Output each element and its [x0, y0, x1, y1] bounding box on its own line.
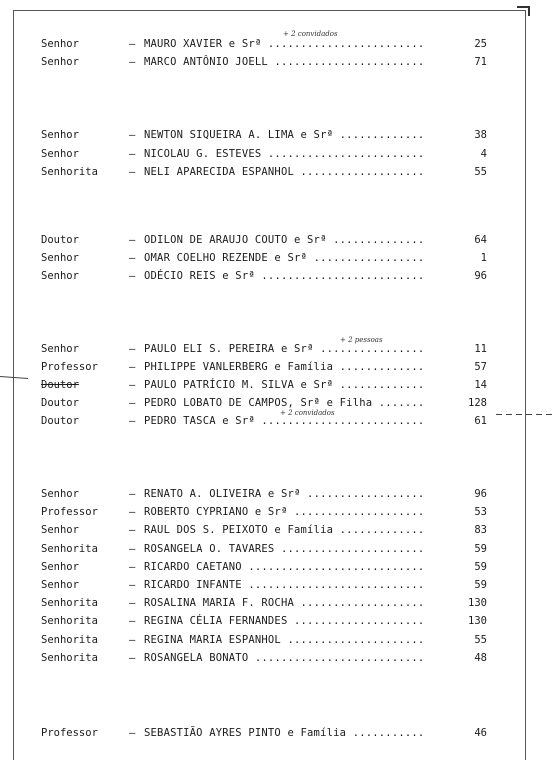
guest-name: MAURO XAVIER e Srª .....: [144, 36, 426, 52]
table-number: 59: [474, 579, 487, 591]
guest-name: RAUL DOS S. PEIXOTO e Família .....: [144, 522, 426, 538]
dash: –: [129, 38, 136, 50]
guest-row: [0, 613, 552, 629]
guest-row: [0, 268, 552, 284]
dash: –: [129, 148, 136, 160]
guest-row: [0, 54, 552, 70]
dash: –: [129, 488, 136, 500]
guest-row: [0, 522, 552, 538]
guest-row: [0, 725, 552, 741]
guest-row: [0, 164, 552, 180]
table-number: 130: [468, 615, 487, 627]
guest-title: Professor: [41, 727, 98, 739]
dash: –: [129, 234, 136, 246]
corner-mark: [517, 6, 530, 16]
table-number: 64: [474, 234, 487, 246]
table-number: 55: [474, 634, 487, 646]
guest-title: Senhor: [41, 343, 79, 355]
guest-title: Senhor: [41, 561, 79, 573]
guest-name: PAULO PATRÍCIO M. SILVA e Srª .....: [144, 377, 426, 393]
guest-row: [0, 250, 552, 266]
table-number: 48: [474, 652, 487, 664]
guest-name: RICARDO CAETANO .....: [144, 559, 426, 575]
guest-name: PAULO ELI S. PEREIRA e Srª .....: [144, 341, 426, 357]
guest-name: NELI APARECIDA ESPANHOL .....: [144, 164, 426, 180]
table-number: 11: [474, 343, 487, 355]
table-number: 55: [474, 166, 487, 178]
table-number: 25: [474, 38, 487, 50]
guest-title: Senhor: [41, 56, 79, 68]
guest-row: [0, 504, 552, 520]
guest-title: Senhor: [41, 524, 79, 536]
guest-title: Senhorita: [41, 597, 98, 609]
guest-name: NEWTON SIQUEIRA A. LIMA e Srª .....: [144, 127, 426, 143]
guest-title: Senhorita: [41, 652, 98, 664]
guest-name: SEBASTIÃO AYRES PINTO e Família .....: [144, 725, 426, 741]
handwritten-note: + 2 convidados: [280, 409, 335, 417]
guest-title: Professor: [41, 506, 98, 518]
guest-title: Senhor: [41, 129, 79, 141]
guest-title: Senhor: [41, 148, 79, 160]
guest-row: [0, 413, 552, 429]
guest-name: RICARDO INFANTE .....: [144, 577, 426, 593]
guest-title: Senhor: [41, 270, 79, 282]
dash: –: [129, 579, 136, 591]
guest-name: ROBERTO CYPRIANO e Srª .....: [144, 504, 426, 520]
table-number: 96: [474, 270, 487, 282]
guest-title: Senhorita: [41, 615, 98, 627]
guest-row: [0, 559, 552, 575]
dash: –: [129, 634, 136, 646]
guest-title: Senhor: [41, 488, 79, 500]
table-number: 59: [474, 543, 487, 555]
guest-title: Senhorita: [41, 166, 98, 178]
table-number: 57: [474, 361, 487, 373]
guest-row: [0, 486, 552, 502]
dash: –: [129, 524, 136, 536]
guest-title: Senhor: [41, 252, 79, 264]
guest-title-struck: Doutor: [41, 379, 79, 391]
guest-title: Doutor: [41, 415, 79, 427]
guest-row: [0, 577, 552, 593]
guest-name: PHILIPPE VANLERBERG e Família .....: [144, 359, 426, 375]
dash: –: [129, 270, 136, 282]
guest-title: Doutor: [41, 234, 79, 246]
table-number: 1: [480, 252, 487, 264]
guest-title: Doutor: [41, 397, 79, 409]
table-number: 46: [474, 727, 487, 739]
guest-title: Senhor: [41, 579, 79, 591]
guest-name: ROSANGELA O. TAVARES .....: [144, 541, 426, 557]
table-number: 59: [474, 561, 487, 573]
guest-row: [0, 595, 552, 611]
guest-name: MARCO ANTÔNIO JOELL .....: [144, 54, 426, 70]
guest-row: [0, 232, 552, 248]
dash: –: [129, 615, 136, 627]
guest-title: Senhor: [41, 38, 79, 50]
guest-name: REGINA CÉLIA FERNANDES .....: [144, 613, 426, 629]
dash: –: [129, 415, 136, 427]
guest-row: [0, 395, 552, 411]
guest-name: RENATO A. OLIVEIRA e Srª .....: [144, 486, 426, 502]
table-number: 83: [474, 524, 487, 536]
dash: –: [129, 129, 136, 141]
table-number: 14: [474, 379, 487, 391]
dash: –: [129, 727, 136, 739]
guest-name: ODÉCIO REIS e Srª .....: [144, 268, 426, 284]
guest-name: ROSANGELA BONATO .....: [144, 650, 426, 666]
guest-row: [0, 541, 552, 557]
guest-row: [0, 632, 552, 648]
dash: –: [129, 343, 136, 355]
dash: –: [129, 361, 136, 373]
dash: –: [129, 652, 136, 664]
guest-row: [0, 146, 552, 162]
table-number: 4: [480, 148, 487, 160]
guest-row: [0, 377, 552, 393]
dash: –: [129, 56, 136, 68]
dash: –: [129, 561, 136, 573]
guest-name: OMAR COELHO REZENDE e Srª .....: [144, 250, 426, 266]
guest-row: [0, 127, 552, 143]
table-number: 61: [474, 415, 487, 427]
guest-row: [0, 359, 552, 375]
table-number: 53: [474, 506, 487, 518]
dash: –: [129, 166, 136, 178]
dash: –: [129, 397, 136, 409]
guest-title: Senhorita: [41, 543, 98, 555]
dash: –: [129, 252, 136, 264]
guest-row: [0, 650, 552, 666]
guest-title: Senhorita: [41, 634, 98, 646]
guest-name: REGINA MARIA ESPANHOL .....: [144, 632, 426, 648]
guest-name: ROSALINA MARIA F. ROCHA .....: [144, 595, 426, 611]
dash: –: [129, 597, 136, 609]
dash: –: [129, 379, 136, 391]
table-number: 38: [474, 129, 487, 141]
table-number: 71: [474, 56, 487, 68]
guest-row: [0, 341, 552, 357]
table-number: 130: [468, 597, 487, 609]
dash: –: [129, 543, 136, 555]
guest-row: [0, 36, 552, 52]
guest-name: PEDRO TASCA e Srª .....: [144, 413, 426, 429]
guest-name: PEDRO LOBATO DE CAMPOS, Srª e Filha .....: [144, 395, 426, 411]
handwritten-note: + 2 pessoas: [340, 336, 383, 344]
handwritten-note: + 2 convidados: [283, 30, 338, 38]
table-number: 128: [468, 397, 487, 409]
guest-name: ODILON DE ARAUJO COUTO e Srª .....: [144, 232, 426, 248]
guest-title: Professor: [41, 361, 98, 373]
dash: –: [129, 506, 136, 518]
table-number: 96: [474, 488, 487, 500]
guest-name: NICOLAU G. ESTEVES .....: [144, 146, 426, 162]
